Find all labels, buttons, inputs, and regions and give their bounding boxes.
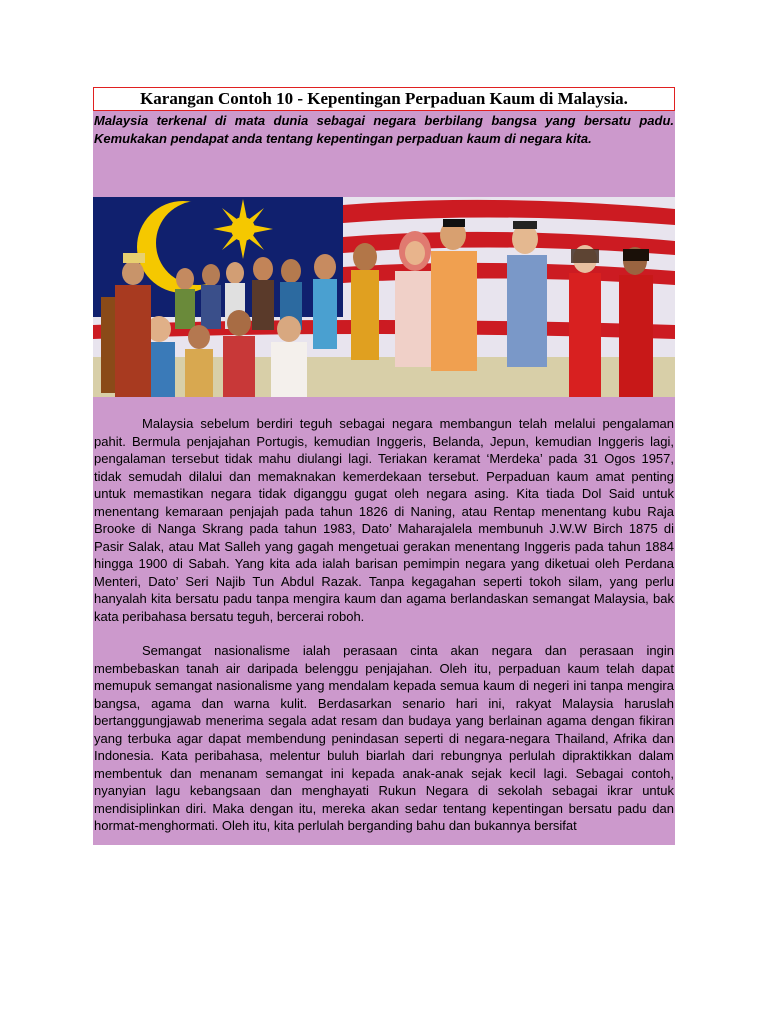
malaysian-people-flag-image bbox=[93, 197, 675, 397]
essay-prompt: Malaysia terkenal di mata dunia sebagai negara berbilang bangsa yang bersatu padu. Kemukakan pendapat anda tentang kepentingan perpaduan kaum di negara kita. bbox=[93, 111, 675, 197]
essay-paragraph: Semangat nasionalisme ialah perasaan cinta akan negara dan perasaan ingin membebaskan tanah air daripada belenggu penjajahan. Oleh itu, perpaduan kaum telah dapat memupuk semangat nasionalisme yang mendalam kepada semua kaum di negeri ini tanpa mengira bangsa, agama dan warna kulit. Berdasarkan senario hari ini, rakyat Malaysia haruslah bertanggungjawab menerima segala adat resam dan budaya yang berlainan agama dengan fikiran yang terbuka agar dapat membendung penindasan seperti di negara-negara Thailand, Afrika dan Indonesia. Kata peribahasa, melentur buluh biarlah dari rebungnya perlulah dipraktikkan dalam membentuk dan menanam semangat ini kepada anak-anak sejak kecil lagi. Sebagai contoh, nyanyian lagu kebangsaan dan menghayati Rukun Negara di sekolah sebagai ikrar untuk mendisiplinkan diri. Maka dengan itu, mereka akan sedar tentang kepentingan bersatu padu dan hormat-menghormati. Oleh itu, kita perlulah berganding bahu dan bukannya bersifat bbox=[94, 643, 674, 833]
essay-paragraph: Malaysia sebelum berdiri teguh sebagai negara membangun telah melalui pengalaman pahit. Bermula penjajahan Portugis, kemudian Inggeris, Belanda, Jepun, kemudian Inggeris lagi, pengalaman tersebut tidak mahu diulangi lagi. Teriakan keramat ‘Merdeka’ pada 31 Ogos 1957, tidak semudah dilalui dan memaknakan kemerdekaan tersebut. Perpaduan kaum amat penting untuk memastikan negara tidak diganggu gugat oleh negara asing. Kita tiada Dol Said untuk menentang kemaraan penjajah pada tahun 1826 di Naning, atau Rentap menentang kubu Raja Brooke di Nanga Skrang pada tahun 1983, Dato’ Maharajalela membunuh J.W.W Birch 1875 di Pasir Salak, atau Mat Salleh yang gagah mengetuai gerakan menentang Inggeris pada tahun 1884 hingga 1900 di Sabah. Yang kita ada ialah barisan pemimpin negara yang diketuai oleh Perdana Menteri, Dato’ Seri Najib Tun Abdul Razak. Tanpa kegagahan seperti tokoh silam, yang perlu hanyalah kita bersatu padu tanpa mengira kaum dan agama berlandaskan semangat Malaysia, bak kata peribahasa bersatu teguh, bercerai roboh. bbox=[94, 416, 674, 624]
document-title: Karangan Contoh 10 - Kepentingan Perpaduan Kaum di Malaysia. bbox=[93, 87, 675, 111]
essay-body bbox=[93, 397, 675, 845]
unity-photo bbox=[93, 197, 675, 397]
document-page bbox=[93, 87, 675, 845]
